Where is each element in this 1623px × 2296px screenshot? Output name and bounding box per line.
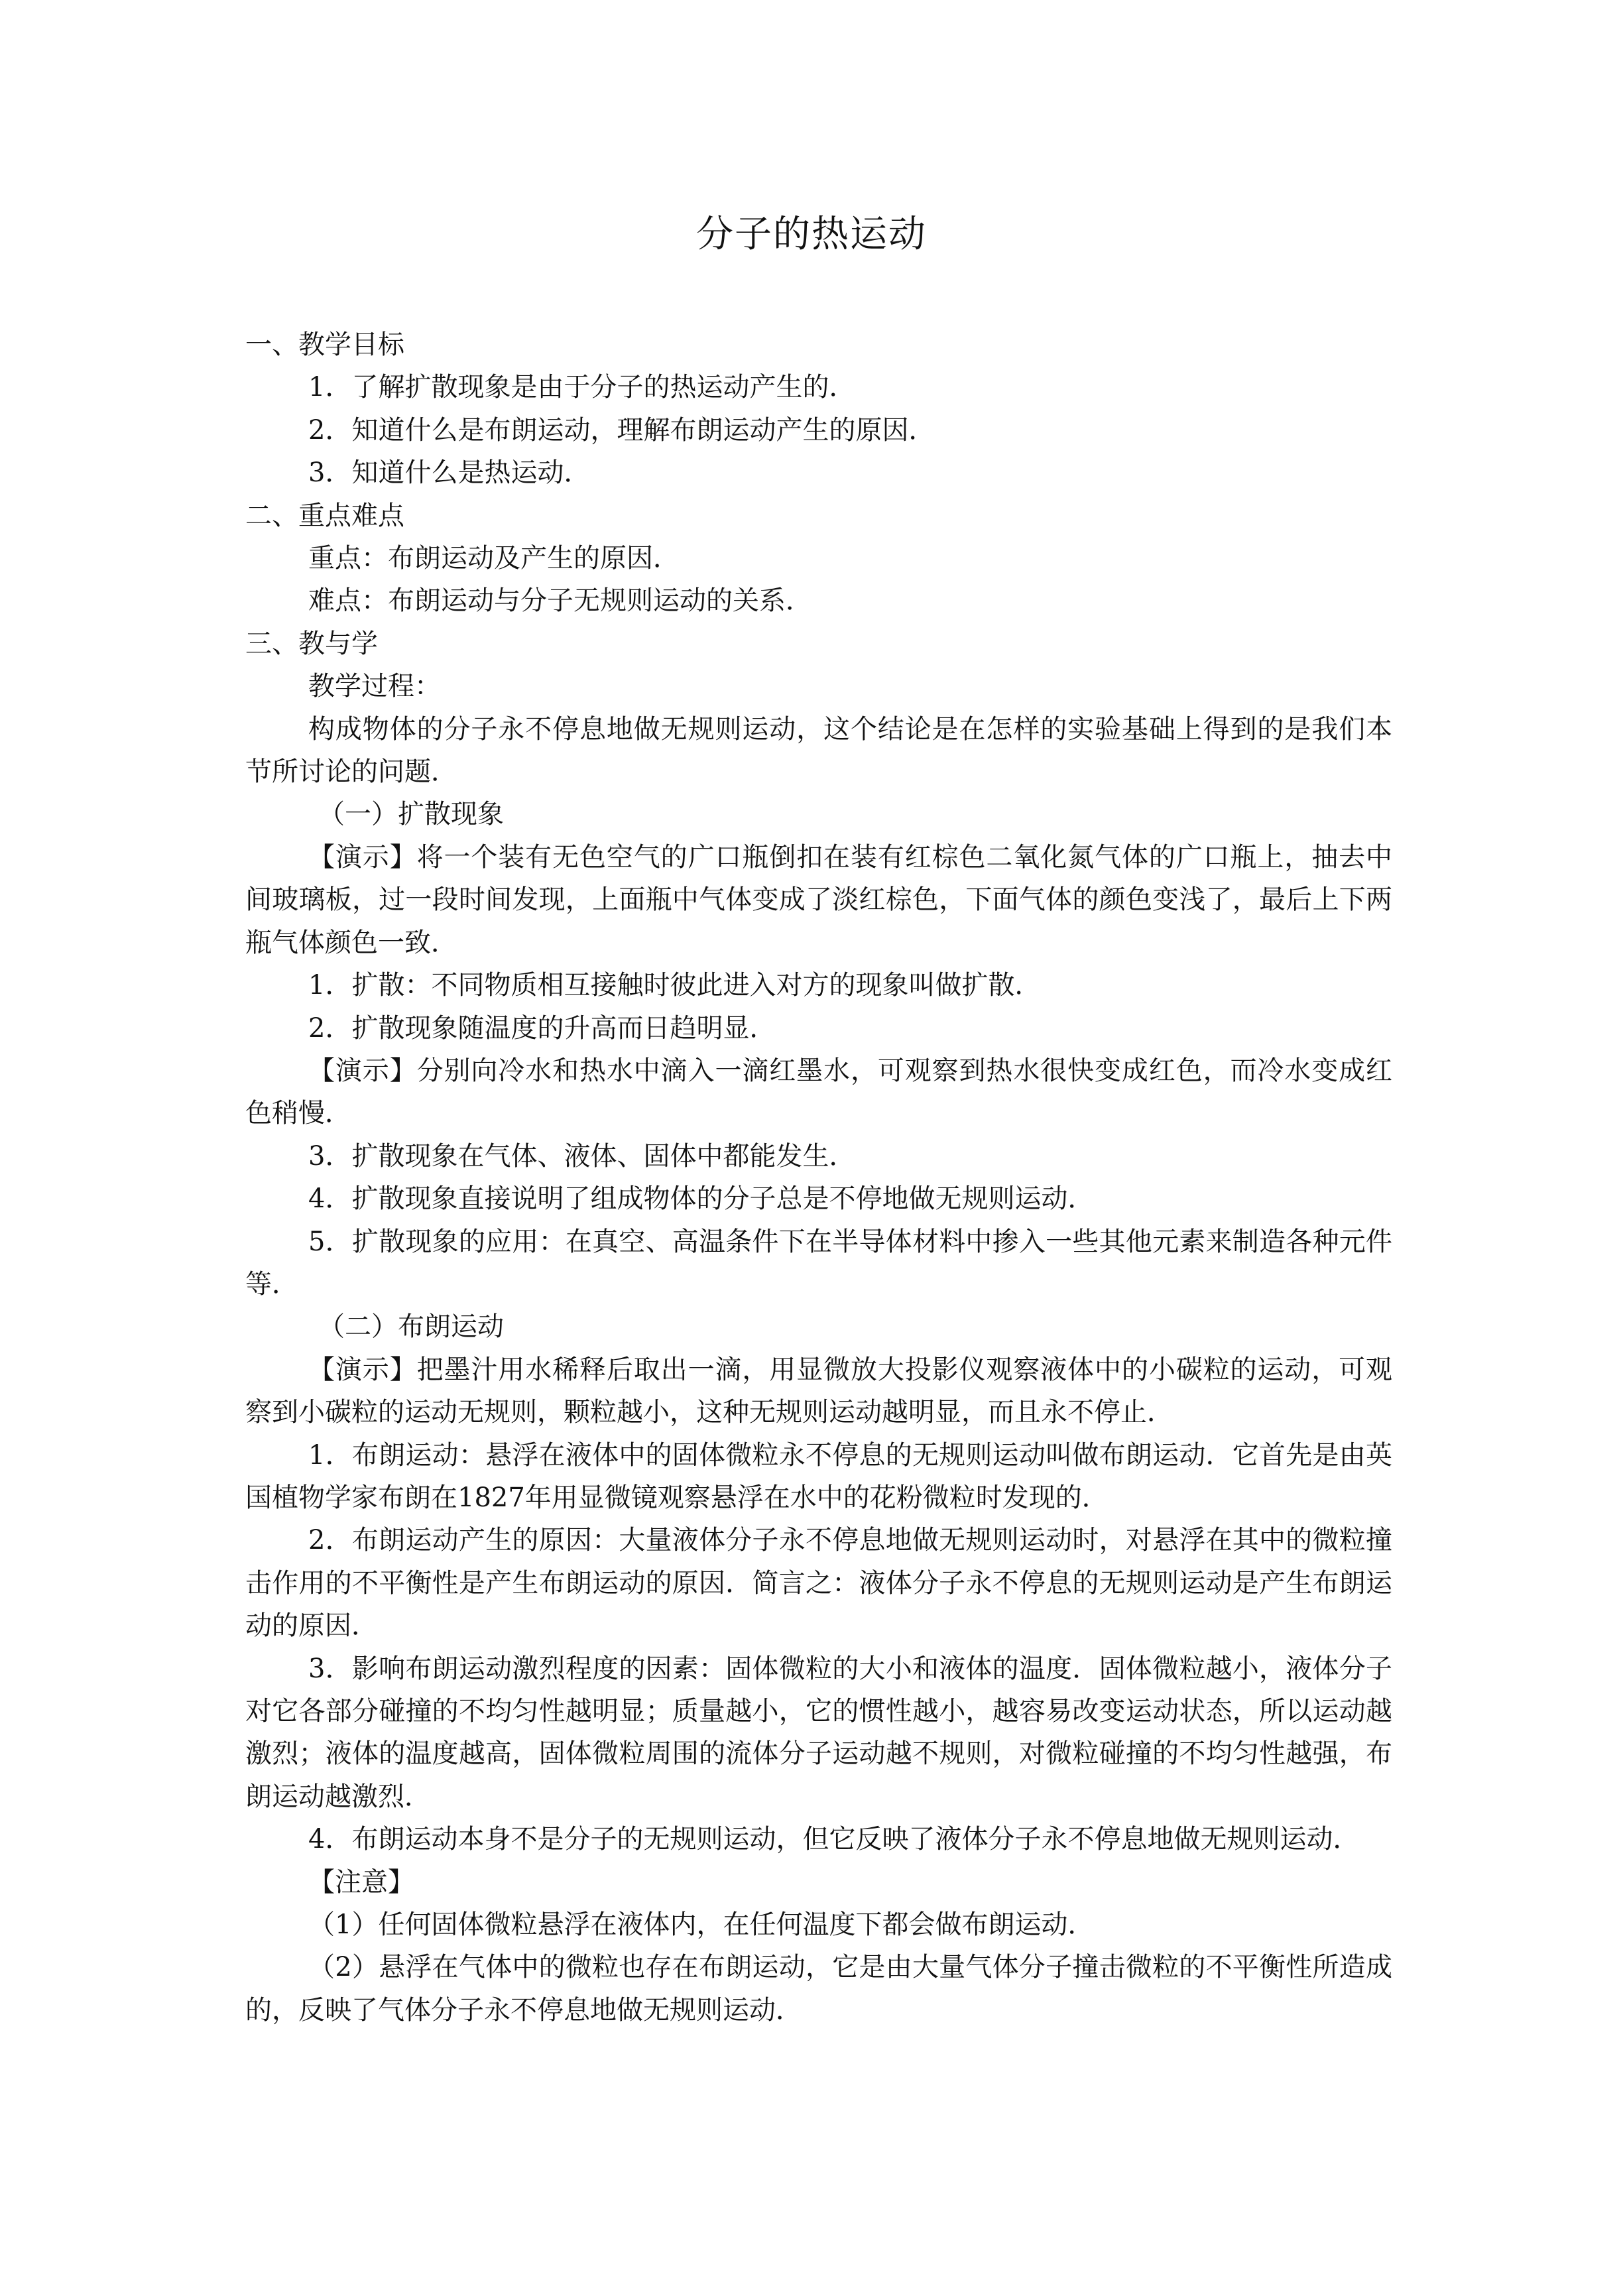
brownian-point: 4．布朗运动本身不是分子的无规则运动，但它反映了液体分子永不停息地做无规则运动． xyxy=(308,1824,1360,1855)
demo-paragraph: 【演示】将一个装有无色空气的广口瓶倒扣在装有红棕色二氧化氮气体的广口瓶上，抽去中间玻璃板，过一段时间发现，上面瓶中气体变成了淡红棕色，下面气体的颜色变浅了，最后上下两瓶气体颜色一致． xyxy=(245,841,1392,958)
brownian-point: 3．影响布朗运动激烈程度的因素：固体微粒的大小和液体的温度．固体微粒越小，液体分子对它各部分碰撞的不均匀性越明显；质量越小，它的惯性越小，越容易改变运动状态，所以运动越激烈；液体的温度越高，固体微粒周围的流体分子运动越不规则，对微粒碰撞的不均匀性越强，布朗运动越激烈． xyxy=(245,1653,1392,1812)
section-heading-key-points: 二、重点难点 xyxy=(245,500,404,531)
diffusion-point: 5．扩散现象的应用：在真空、高温条件下在半导体材料中掺入一些其他元素来制造各种元件等． xyxy=(245,1226,1392,1299)
demo-paragraph: 【演示】分别向冷水和热水中滴入一滴红墨水，可观察到热水很快变成红色，而冷水变成红色稍慢． xyxy=(245,1055,1392,1129)
document-body xyxy=(245,324,1392,2031)
demo-paragraph: 【演示】把墨汁用水稀释后取出一滴，用显微放大投影仪观察液体中的小碳粒的运动，可观察到小碳粒的运动无规则，颗粒越小，这种无规则运动越明显，而且永不停止． xyxy=(245,1354,1392,1428)
teaching-process-label: 教学过程： xyxy=(308,671,441,702)
subsection-heading-diffusion: （一）扩散现象 xyxy=(318,799,504,830)
section-heading-teaching: 三、教与学 xyxy=(245,628,378,659)
note-heading: 【注意】 xyxy=(308,1866,414,1898)
goal-item: 1．了解扩散现象是由于分子的热运动产生的． xyxy=(308,372,856,403)
diffusion-point: 4．扩散现象直接说明了组成物体的分子总是不停地做无规则运动． xyxy=(308,1183,1095,1215)
goal-item: 2．知道什么是布朗运动，理解布朗运动产生的原因． xyxy=(308,414,935,446)
diffusion-point: 1．扩散：不同物质相互接触时彼此进入对方的现象叫做扩散． xyxy=(308,970,1042,1001)
section-heading-goals: 一、教学目标 xyxy=(245,330,404,360)
intro-paragraph: 构成物体的分子永不停息地做无规则运动，这个结论是在怎样的实验基础上得到的是我们本节所讨论的问题． xyxy=(245,713,1392,788)
goal-item: 3．知道什么是热运动． xyxy=(308,457,591,489)
diffusion-point: 3．扩散现象在气体、液体、固体中都能发生． xyxy=(308,1140,856,1172)
diffusion-point: 2．扩散现象随温度的升高而日趋明显． xyxy=(308,1012,776,1044)
brownian-point: 2．布朗运动产生的原因：大量液体分子永不停息地做无规则运动时，对悬浮在其中的微粒撞击作用的不平衡性是产生布朗运动的原因．简言之：液体分子永不停息的无规则运动是产生布朗运动的原因． xyxy=(245,1525,1392,1642)
key-point: 重点：布朗运动及产生的原因． xyxy=(308,543,680,574)
page-title: 分子的热运动 xyxy=(696,213,927,256)
note-item: （2）悬浮在气体中的微粒也存在布朗运动，它是由大量气体分子撞击微粒的不平衡性所造成的，反映了气体分子永不停息地做无规则运动． xyxy=(245,1952,1392,2025)
brownian-point: 1．布朗运动：悬浮在液体中的固体微粒永不停息的无规则运动叫做布朗运动．它首先是由英国植物学家布朗在1827年用显微镜观察悬浮在水中的花粉微粒时发现的． xyxy=(245,1439,1392,1513)
note-item: （1）任何固体微粒悬浮在液体内，在任何温度下都会做布朗运动． xyxy=(308,1909,1095,1941)
subsection-heading-brownian: （二）布朗运动 xyxy=(318,1311,504,1343)
difficult-point: 难点：布朗运动与分子无规则运动的关系． xyxy=(308,585,812,617)
